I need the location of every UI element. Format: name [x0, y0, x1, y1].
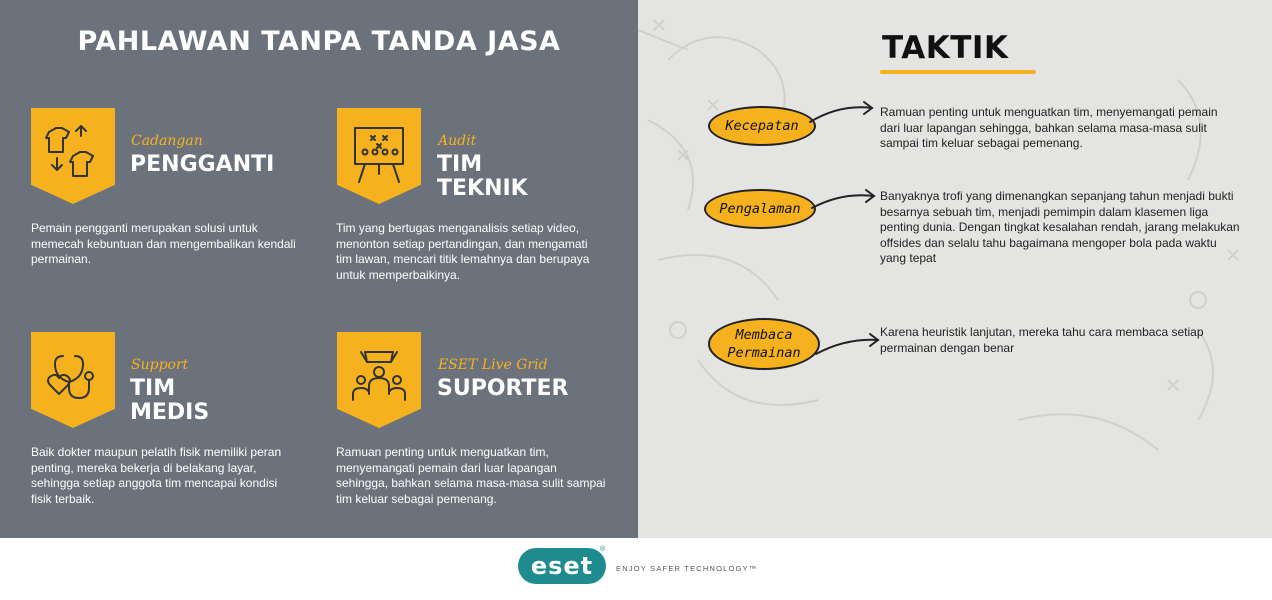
card-heading: TIM: [437, 152, 483, 177]
tagline: ENJOY SAFER TECHNOLOGY™: [616, 564, 758, 573]
tactics-title: TAKTIK: [882, 30, 1009, 66]
card-description: Ramuan penting untuk menguatkan tim, menyemangati pemain dari luar lapangan sehingga, bahkan selama masa-masa sulit sampai tim keluar sebagai pemenang.: [336, 445, 606, 506]
arrow-icon: [810, 186, 880, 216]
tactics-board-icon: [337, 108, 421, 204]
heroes-panel: [0, 0, 638, 538]
card-subtitle: Audit: [438, 133, 477, 149]
stethoscope-heart-icon: [31, 332, 115, 428]
tactic-label-pill: [708, 106, 816, 146]
tactic-label: Permainan: [727, 345, 801, 361]
card-subtitle: ESET Live Grid: [438, 357, 548, 373]
logo-text: eset: [530, 552, 594, 580]
card-subtitle: Support: [131, 357, 189, 373]
play-diagram-background: [638, 0, 1272, 538]
arrow-icon: [808, 98, 878, 128]
card-subtitle: Cadangan: [131, 133, 203, 149]
jersey-swap-icon: [31, 108, 115, 204]
tactic-label-pill: [708, 318, 820, 370]
eset-logo: [518, 548, 606, 584]
card-description: Tim yang bertugas menganalisis setiap video, menonton setiap pertandingan, dan mengamati tim lawan, mencari titik lemahnya dan berupaya untuk memperbaikinya.: [336, 221, 590, 282]
card-heading: MEDIS: [130, 400, 210, 425]
title-underline: [880, 70, 1036, 74]
tactic-label: Pengalaman: [719, 201, 801, 217]
registered-mark: ®: [600, 546, 606, 553]
card-heading: TIM: [130, 376, 176, 401]
tactic-label: Kecepatan: [725, 118, 799, 134]
tactic-label-pill: [704, 189, 816, 229]
tactics-panel: [638, 0, 1272, 538]
card-description: Pemain pengganti merupakan solusi untuk memecah kebuntuan dan mengembalikan kendali permainan.: [31, 221, 296, 266]
card-heading: SUPORTER: [437, 376, 569, 401]
page-title: PAHLAWAN TANPA TANDA JASA: [77, 26, 561, 57]
tactic-description: Karena heuristik lanjutan, mereka tahu cara membaca setiap permainan dengan benar: [880, 325, 1204, 355]
card-description: Baik dokter maupun pelatih fisik memiliki peran penting, mereka bekerja di belakang layar, sehingga setiap anggota tim mencapai kondisi fisik terbaik.: [31, 445, 282, 506]
tactic-label: Membaca: [735, 327, 793, 343]
arrow-icon: [814, 328, 884, 358]
card-heading: TEKNIK: [437, 176, 528, 201]
supporters-icon: [337, 332, 421, 428]
card-heading: PENGGANTI: [130, 152, 275, 177]
tactic-description: Ramuan penting untuk menguatkan tim, menyemangati pemain dari luar lapangan sehingga, bahkan selama masa-masa sulit sampai tim keluar sebagai pemenang.: [880, 105, 1218, 150]
tactic-description: Banyaknya trofi yang dimenangkan sepanjang tahun menjadi bukti besarnya sebuah tim, menjadi pemimpin dalam klasemen liga penting dunia. Dengan tingkat kesalahan rendah, jarang melakukan offsides dan selalu tahu bagaimana mengoper bola pada waktu yang tepat: [880, 189, 1240, 265]
